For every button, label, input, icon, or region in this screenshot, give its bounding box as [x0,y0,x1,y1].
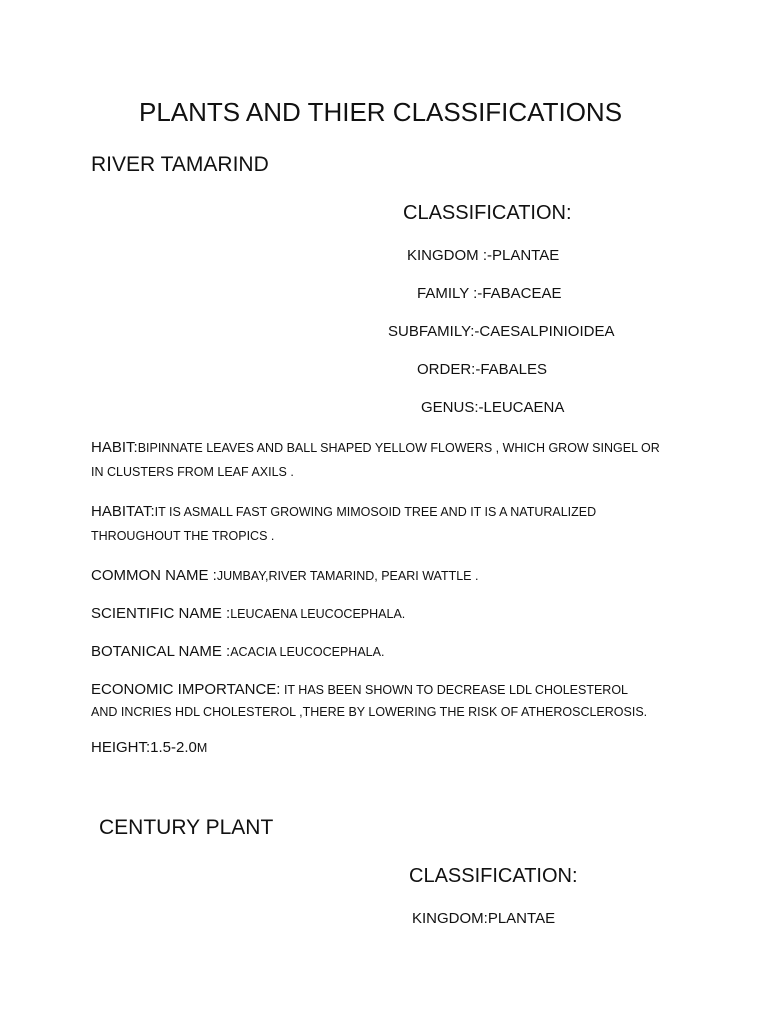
botanical-name-label: BOTANICAL NAME : [91,643,231,660]
classification-kingdom: KINGDOM :-PLANTAE [407,247,560,264]
botanical-name-paragraph [91,640,661,664]
plant-name-river-tamarind: RIVER TAMARIND [91,153,269,176]
height-paragraph [91,736,661,760]
common-name-paragraph [91,564,661,588]
habitat-paragraph [91,500,611,548]
habitat-label: HABITAT: [91,503,155,520]
classification-kingdom-2: KINGDOM:PLANTAE [412,910,556,927]
scientific-name-value: LEUCAENA LEUCOCEPHALA. [230,607,406,621]
scientific-name-label: SCIENTIFIC NAME : [91,605,231,622]
economic-importance-value: IT HAS BEEN SHOWN TO DECREASE LDL CHOLESTEROL AND INCRIES HDL CHOLESTEROL ,THERE BY LOWERING THE RISK OF ATHEROSCLEROSIS. [91,683,648,719]
classification-order: ORDER:-FABALES [417,361,548,378]
page-title: PLANTS AND THIER CLASSIFICATIONS [139,97,623,127]
classification-heading-2: CLASSIFICATION: [409,865,578,887]
economic-importance-paragraph [91,679,651,723]
classification-heading: CLASSIFICATION: [403,202,572,224]
classification-genus: GENUS:-LEUCAENA [421,399,565,416]
economic-importance-label: ECONOMIC IMPORTANCE: [91,681,281,698]
habitat-value: IT IS ASMALL FAST GROWING MIMOSOID TREE AND IT IS A NATURALIZED THROUGHOUT THE TROPICS . [91,505,597,543]
common-name-value: JUMBAY,RIVER TAMARIND, PEARI WATTLE . [216,569,479,583]
scientific-name-paragraph [91,602,661,626]
classification-family: FAMILY :-FABACEAE [417,285,562,302]
plant-name-century-plant: CENTURY PLANT [99,816,274,839]
common-name-label: COMMON NAME : [91,567,217,584]
habit-value: BIPINNATE LEAVES AND BALL SHAPED YELLOW FLOWERS , WHICH GROW SINGEL OR IN CLUSTERS FROM LEAF AXILS . [91,441,660,479]
height-label: HEIGHT:1.5-2.0 [91,739,197,756]
height-unit: M [196,741,208,755]
habit-paragraph [91,436,661,484]
habit-label: HABIT: [91,439,138,456]
classification-subfamily: SUBFAMILY:-CAESALPINIOIDEA [388,323,615,340]
botanical-name-value: ACACIA LEUCOCEPHALA. [230,645,385,659]
